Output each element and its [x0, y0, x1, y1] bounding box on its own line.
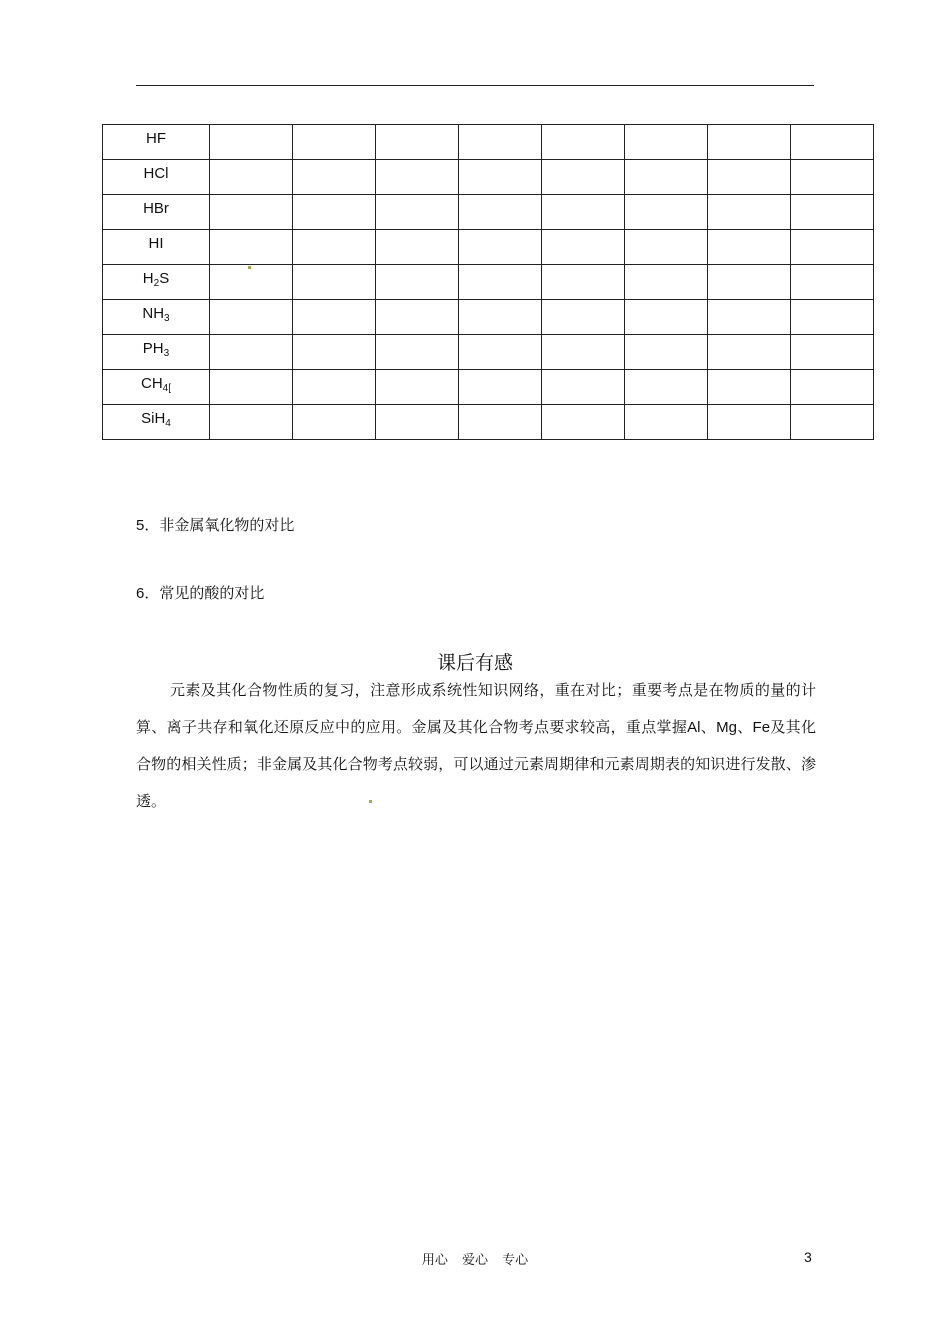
formula-cell [103, 405, 210, 440]
empty-cell [542, 405, 625, 440]
empty-cell [376, 405, 459, 440]
empty-cell [791, 370, 874, 405]
empty-cell [293, 160, 376, 195]
table-row [103, 370, 874, 405]
empty-cell [376, 195, 459, 230]
empty-cell [376, 265, 459, 300]
stray-mark [369, 800, 372, 803]
empty-cell [708, 265, 791, 300]
formula-cell [103, 125, 210, 160]
empty-cell [542, 195, 625, 230]
empty-cell [708, 300, 791, 335]
empty-cell [459, 300, 542, 335]
empty-cell [459, 125, 542, 160]
empty-cell [210, 195, 293, 230]
empty-cell [791, 300, 874, 335]
formula-subscript: 3 [163, 348, 170, 359]
empty-cell [210, 405, 293, 440]
empty-cell [625, 230, 708, 265]
empty-cell [293, 405, 376, 440]
empty-cell [708, 230, 791, 265]
empty-cell [625, 335, 708, 370]
empty-cell [625, 405, 708, 440]
empty-cell [542, 370, 625, 405]
empty-cell [625, 370, 708, 405]
empty-cell [708, 370, 791, 405]
formula-base: H [142, 270, 154, 287]
formula-base: NH [142, 305, 165, 322]
footer-motto: 用心 爱心 专心 [421, 1253, 529, 1268]
hydride-comparison-table [102, 124, 874, 440]
formula-base: SiH [141, 410, 166, 427]
empty-cell [376, 335, 459, 370]
empty-cell [791, 160, 874, 195]
formula-base: CH [140, 375, 163, 392]
formula-base: HF [146, 130, 166, 147]
formula-subscript: 4 [165, 418, 171, 429]
formula-cell [103, 335, 210, 370]
formula-base: PH [142, 340, 164, 357]
table-row [103, 335, 874, 370]
formula-subscript: 4[ [162, 383, 171, 394]
formula-base: HI [148, 235, 164, 252]
empty-cell [210, 335, 293, 370]
empty-cell [459, 230, 542, 265]
empty-cell [791, 405, 874, 440]
empty-cell [791, 335, 874, 370]
formula-cell [103, 370, 210, 405]
formula-base: HBr [143, 200, 169, 217]
empty-cell [293, 125, 376, 160]
item-6 [136, 582, 264, 603]
empty-cell [708, 405, 791, 440]
stray-mark [248, 266, 251, 269]
empty-cell [708, 125, 791, 160]
empty-cell [293, 230, 376, 265]
empty-cell [459, 160, 542, 195]
item-number: 5． [136, 517, 160, 534]
empty-cell [791, 265, 874, 300]
header-rule [136, 85, 814, 86]
empty-cell [293, 370, 376, 405]
empty-cell [542, 335, 625, 370]
empty-cell [542, 230, 625, 265]
empty-cell [293, 265, 376, 300]
empty-cell [210, 230, 293, 265]
empty-cell [293, 300, 376, 335]
empty-cell [376, 370, 459, 405]
empty-cell [459, 370, 542, 405]
formula-cell [103, 230, 210, 265]
item-number: 6． [136, 585, 160, 602]
formula-subscript: 2 [153, 278, 160, 289]
empty-cell [376, 160, 459, 195]
empty-cell [625, 125, 708, 160]
item-text: 非金属氧化物的对比 [159, 516, 295, 534]
empty-cell [376, 230, 459, 265]
empty-cell [791, 125, 874, 160]
formula-cell [103, 195, 210, 230]
empty-cell [542, 125, 625, 160]
page-number: 3 [804, 1249, 812, 1265]
empty-cell [459, 405, 542, 440]
formula-cell [103, 300, 210, 335]
empty-cell [791, 195, 874, 230]
formula-cell [103, 160, 210, 195]
formula-tail: S [159, 270, 170, 287]
empty-cell [542, 300, 625, 335]
paragraph-latin: Al、Mg、Fe [687, 719, 771, 736]
formula-subscript: 3 [164, 313, 170, 324]
table-row [103, 300, 874, 335]
formula-cell [103, 265, 210, 300]
empty-cell [210, 125, 293, 160]
empty-cell [293, 195, 376, 230]
empty-cell [708, 195, 791, 230]
table-row [103, 405, 874, 440]
empty-cell [791, 230, 874, 265]
empty-cell [459, 265, 542, 300]
empty-cell [210, 160, 293, 195]
table-row [103, 125, 874, 160]
empty-cell [376, 125, 459, 160]
formula-base: HCl [143, 165, 169, 182]
table-row [103, 160, 874, 195]
empty-cell [376, 300, 459, 335]
empty-cell [625, 300, 708, 335]
table-row [103, 230, 874, 265]
item-text: 常见的酸的对比 [159, 584, 265, 602]
empty-cell [210, 370, 293, 405]
paragraph-part-2: 及其化合物的相关性质；非金属及其化合物考点较弱，可以通过元素周期律和元素周期表的知识进行发散、渗透。 [136, 718, 816, 810]
empty-cell [542, 160, 625, 195]
empty-cell [293, 335, 376, 370]
empty-cell [210, 265, 293, 300]
empty-cell [708, 335, 791, 370]
empty-cell [625, 265, 708, 300]
item-5 [136, 514, 294, 535]
summary-paragraph [136, 672, 816, 820]
table-row [103, 265, 874, 300]
empty-cell [708, 160, 791, 195]
empty-cell [210, 300, 293, 335]
empty-cell [459, 195, 542, 230]
empty-cell [625, 195, 708, 230]
section-title: 课后有感 [436, 652, 513, 674]
paragraph-part-1: 元素及其化合物性质的复习，注意形成系统性知识网络，重在对比；重要考点是在物质的量的计算、离子共存和氧化还原反应中的应用。金属及其化合物考点要求较高，重点掌握 [136, 681, 816, 736]
empty-cell [542, 265, 625, 300]
empty-cell [459, 335, 542, 370]
empty-cell [625, 160, 708, 195]
table-row [103, 195, 874, 230]
